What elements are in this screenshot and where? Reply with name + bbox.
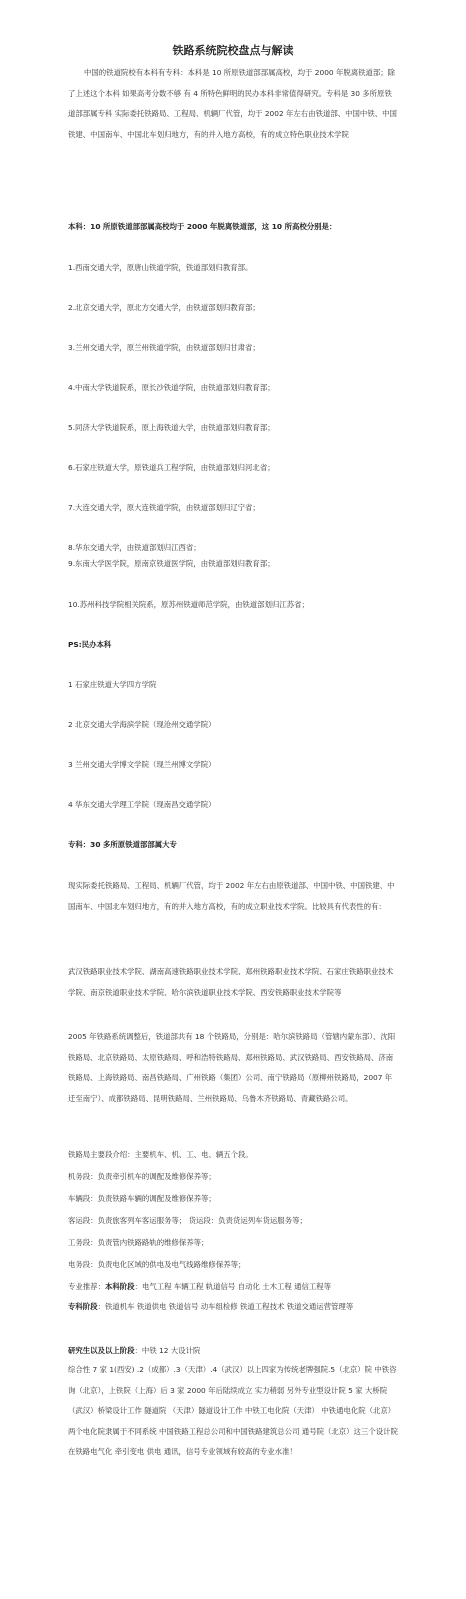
undergrad-item: 1.西南交通大学，原唐山铁道学院，铁道部划归教育部。 bbox=[68, 263, 253, 272]
intro-paragraph: 中国的铁道院校有本科有专科：本科是 10 所原铁道部部属高校，均于 2000 年脱离铁道部；除了上述这个本科 如果高考分数不够 有 4 所特色鲜明的民办本科非常值得研究。专科是 30 多所原铁道部部属专科 实际委托铁路局、工程局、机辆厂代管，均于 2002 年左右由铁道部、中国中铁、中国铁建、中国南车、中国北车划归地方，有的并入地方高校，有的成立特色职业技术学院 bbox=[68, 68, 397, 139]
undergrad-item: 5.同济大学铁道院系，原上海铁道大学，由铁道部划归教育部； bbox=[68, 423, 275, 432]
railway-bureau-paragraph: 2005 年铁路系统调整后，铁道部共有 18 个铁路局，分别是：哈尔滨铁路局（管辖内蒙东部）、沈阳铁路局、北京铁路局、太原铁路局、呼和浩特铁路局、郑州铁路局、武汉铁路局、西安铁路局、济南铁路局、上海铁路局、南昌铁路局、广州铁路（集团）公司、南宁铁路局（原柳州铁路局，2007 年迁至南宁）、成都铁路局、昆明铁路局、兰州铁路局、乌鲁木齐铁路局、青藏铁路公司。 bbox=[68, 1032, 396, 1103]
college-intro: 现实际委托铁路局、工程局、机辆厂代管，均于 2002 年左右由原铁道部、中国中铁、中国铁建、中国南车、中国北车划归地方，有的并入地方高校，有的成立职业技术学院。比较具有代表性的有： bbox=[68, 881, 395, 911]
undergrad-item: 3.兰州交通大学，原兰州铁道学院，由铁道部划归甘肃省； bbox=[68, 343, 260, 352]
recommend-undergrad-stage: 本科阶段 bbox=[104, 1282, 135, 1291]
section-item: 车辆段：负责铁路车辆的调配及维修保养等； bbox=[68, 1194, 216, 1203]
section-item: 工务段：负责管内铁路路轨的维修保养等； bbox=[68, 1238, 209, 1247]
section-item: 客运段：负责旅客列车客运服务等； 货运段：负责货运列车货运服务等； bbox=[68, 1216, 307, 1225]
recommend-label: 专业推荐： bbox=[68, 1282, 105, 1291]
sections-intro: 铁路局主要段介绍：主要机车、机、工、电、辆五个段。 bbox=[68, 1150, 253, 1159]
private-item: 2 北京交通大学海滨学院（现沧州交通学院） bbox=[68, 720, 216, 729]
design-institutes-paragraph: 综合性 7 家 1(西安) .2（成都）.3（天津）.4（武汉）以上四家为传统老牌强院.5（北京）院 中铁咨询（北京），上铁院（上海）后 3 家 2000 年后陆续成立 实力稍弱 另外专业型设计院 5 家 大桥院（武汉）桥梁设计工作 隧道院 （天津）隧道设计工作 中铁工电化院（天津） 中铁通电化院（北京）两个电化院隶属于不同系统 中国铁路工程总公司和中国铁路建筑总公司 通号院（北京）这三个设计院在铁路电气化 牵引变电 供电 通讯，信号专业领域有较高的专业水准！ bbox=[68, 1365, 398, 1456]
recommend-graduate-stage: 研究生以及以上阶段 bbox=[68, 1346, 135, 1355]
undergrad-item: 9.东南大学医学院，原南京铁道医学院，由铁道部划归教育部； bbox=[68, 559, 275, 568]
undergrad-item: 7.大连交通大学，原大连铁道学院，由铁道部划归辽宁省； bbox=[68, 503, 260, 512]
recommend-college bbox=[68, 1297, 398, 1339]
section-item: 机务段：负责牵引机车的调配及维修保养等； bbox=[68, 1172, 216, 1181]
private-item: 3 兰州交通大学博文学院（现兰州博文学院） bbox=[68, 760, 216, 769]
page-title: 铁路系统院校盘点与解读 bbox=[172, 44, 294, 57]
undergrad-item: 8.华东交通大学，由铁道部划归江西省； bbox=[68, 543, 201, 552]
undergrad-item: 4.中南大学铁道院系，原长沙铁道学院，由铁道部划归教育部； bbox=[68, 383, 275, 392]
undergrad-heading: 本科：10 所原铁道部部属高校均于 2000 年脱离铁道部，这 10 所高校分别是： bbox=[68, 222, 337, 231]
private-item: 4 华东交通大学理工学院（现南昌交通学院） bbox=[68, 800, 216, 809]
college-heading: 专科：30 多所原铁道部部属大专 bbox=[68, 840, 177, 849]
recommend-college-stage: 专科阶段 bbox=[68, 1302, 98, 1311]
college-list: 武汉铁路职业技术学院、湖南高速铁路职业技术学院、郑州铁路职业技术学院、石家庄铁路职业技术学院、南京铁道职业技术学院、哈尔滨铁道职业技术学院、西安铁路职业技术学院等 bbox=[68, 967, 394, 997]
undergrad-item: 10.苏州科技学院相关院系，原苏州铁道师范学院，由铁道部划归江苏省； bbox=[68, 600, 309, 609]
private-item: 1 石家庄铁道大学四方学院 bbox=[68, 680, 157, 689]
recommend-undergrad bbox=[68, 1280, 398, 1294]
undergrad-item: 2.北京交通大学，原北方交通大学，由铁道部划归教育部； bbox=[68, 303, 260, 312]
recommend-undergrad-text: ：电气工程 车辆工程 轨道信号 自动化 土木工程 通信工程等 bbox=[134, 1282, 332, 1291]
recommend-graduate bbox=[68, 1344, 398, 1358]
private-heading: PS:民办本科 bbox=[68, 640, 112, 649]
recommend-college-text: ：铁道机车 铁道供电 铁道信号 动车组检修 铁道工程技术 铁道交通运营管理等 bbox=[97, 1302, 354, 1311]
recommend-graduate-text: ：中铁 12 大设计院 bbox=[134, 1346, 201, 1355]
section-item: 电务段：负责电化区域的供电及电气线路维修保养等； bbox=[68, 1260, 246, 1269]
undergrad-item: 6.石家庄铁道大学，原铁道兵工程学院，由铁道部划归河北省； bbox=[68, 463, 275, 472]
